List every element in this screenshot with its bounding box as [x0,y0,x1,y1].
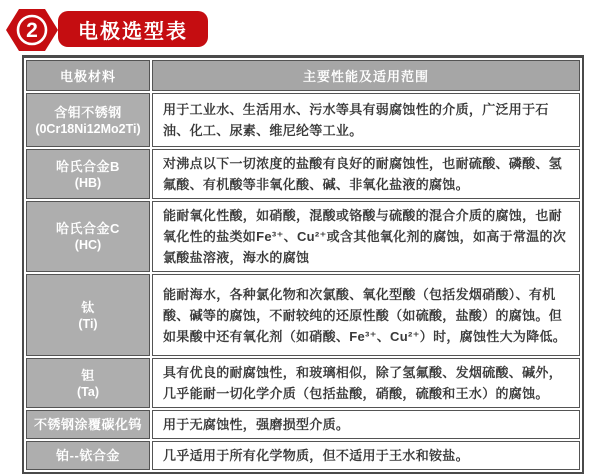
material-code: (Ta) [77,384,99,399]
material-description: 用于工业水、生活用水、污水等具有弱腐蚀性的介质，广泛用于石油、化工、尿素、维尼纶等工业。 [152,93,580,147]
material-code: (HC) [74,238,102,252]
material-cell [26,274,150,356]
table-header-row [26,60,580,91]
table-row [26,149,580,199]
material-cell [26,358,150,408]
table-row [26,274,580,356]
material-description: 用于无腐蚀性，强磨损型介质。 [152,410,580,439]
material-description: 几乎适用于所有化学物质，但不适用于王水和铵盐。 [152,441,580,470]
column-header-performance: 主要性能及适用范围 [152,60,580,91]
material-cell [26,201,150,272]
electrode-selection-table [22,55,584,474]
page-title: 电极选型表 [78,20,188,43]
material-description: 具有优良的耐腐蚀性，和玻璃相似，除了氢氟酸、发烟硫酸、碱外，几乎能耐一切化学介质（包括盐酸，硝酸，硫酸和王水）的腐蚀。 [152,358,580,408]
table-row [26,410,580,439]
material-code: (HB) [74,175,102,190]
table-row [26,93,580,147]
table-row [26,358,580,408]
material-cell [26,410,150,439]
material-cell [26,441,150,470]
material-name: 钽 [81,367,95,383]
number-badge-icon [5,6,59,54]
table-row [26,441,580,470]
material-name: 不锈钢涂覆碳化钨 [33,417,142,432]
material-name: 含钼不锈钢 [54,104,122,120]
material-code: (Ti) [78,316,98,331]
material-description: 能耐海水，各种氯化物和次氯酸、氧化型酸（包括发烟硝酸）、有机酸、碱等的腐蚀，不耐较纯的还原性酸（如硫酸，盐酸）的腐蚀。但如果酸中还有氧化剂（如硝酸、Fe³⁺、Cu²⁺）时，腐蚀性大为降低。 [152,274,580,356]
material-name: 哈氏合金C [56,221,120,236]
title-banner [58,11,208,47]
table-row [26,201,580,272]
material-cell [26,93,150,147]
badge-number: 2 [26,19,38,42]
page-header [0,0,600,56]
material-description: 对沸点以下一切浓度的盐酸有良好的耐腐蚀性，也耐硫酸、磷酸、氢氟酸、有机酸等非氧化酸、碱、非氧化盐液的腐蚀。 [152,149,580,199]
material-name: 钛 [81,299,95,315]
material-name: 铂--铱合金 [56,448,120,463]
material-description: 能耐氧化性酸，如硝酸，混酸或铬酸与硫酸的混合介质的腐蚀，也耐氧化性的盐类如Fe³⁺、Cu²⁺或含其他氧化剂的腐蚀，如高于常温的次氯酸盐溶液，海水的腐蚀 [152,201,580,272]
material-cell [26,149,150,199]
material-name: 哈氏合金B [56,158,120,174]
material-code: (0Cr18Ni12Mo2Ti) [35,121,141,136]
column-header-material: 电极材料 [26,60,150,91]
